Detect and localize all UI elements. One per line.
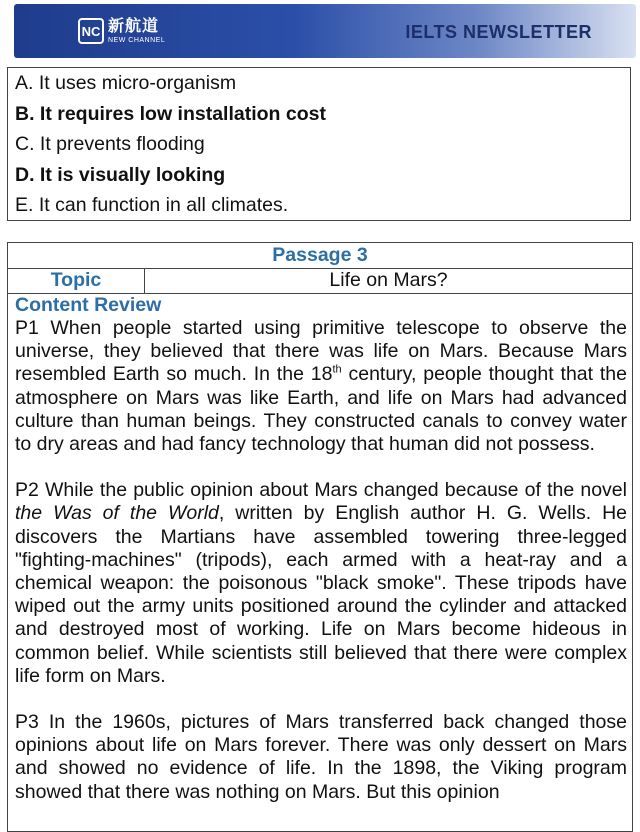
topic-label: Topic bbox=[8, 269, 145, 293]
topic-value: Life on Mars? bbox=[329, 269, 448, 291]
paragraph-3: P3 In the 1960s, pictures of Mars transferred back changed those opinions about life on Mars forever. There was only dessert on Mars and showed no evidence of life. In the 1898, the Viking program showed that there was nothing on Mars. But this opinion bbox=[15, 711, 627, 803]
logo-chinese-name: 新航道 bbox=[108, 17, 160, 35]
brand-logo bbox=[78, 18, 165, 44]
option-a: A. It uses micro-organism bbox=[15, 72, 237, 94]
option-e: E. It can function in all climates. bbox=[15, 194, 289, 216]
passage-table bbox=[7, 242, 633, 832]
option-c: C. It prevents flooding bbox=[15, 133, 205, 155]
logo-english-name: NEW CHANNEL bbox=[108, 36, 166, 44]
content-review-section bbox=[8, 294, 632, 804]
nc-logo-icon: NC bbox=[78, 18, 104, 44]
option-b: B. It requires low installation cost bbox=[15, 102, 326, 125]
answer-options-box bbox=[7, 67, 631, 221]
paragraph-1: P1 When people started using primitive telescope to observe the universe, they believed that there was life on Mars. Because Mars resembled Earth so much. In the 18th century, people thought that the atmosphere on Mars was like Earth, and life on Mars had advanced culture than human beings. They constructed canals to convey water to dry areas and had fancy technology that human did not possess. bbox=[15, 317, 627, 456]
novel-title: the Was of the World bbox=[15, 502, 219, 525]
paragraph-2: P2 While the public opinion about Mars changed because of the novel the Was of the World, written by English author H. G. Wells. He discovers the Martians have assembled towering three-legged "fighting-machines" (tripods), each armed with a heat-ray and a chemical weapon: the poisonous "black smoke". These tripods have wiped out the army units positioned around the cylinder and attacked and destroyed most of working. Life on Mars become hideous in common belief. While scientists still believed that there were complex life form on Mars. bbox=[15, 479, 628, 687]
content-review-heading: Content Review bbox=[15, 294, 162, 316]
newsletter-title: IELTS NEWSLETTER bbox=[405, 22, 592, 42]
newsletter-header bbox=[14, 4, 636, 58]
topic-row bbox=[8, 269, 632, 294]
passage-title: Passage 3 bbox=[8, 243, 632, 269]
option-d: D. It is visually looking bbox=[15, 163, 226, 186]
